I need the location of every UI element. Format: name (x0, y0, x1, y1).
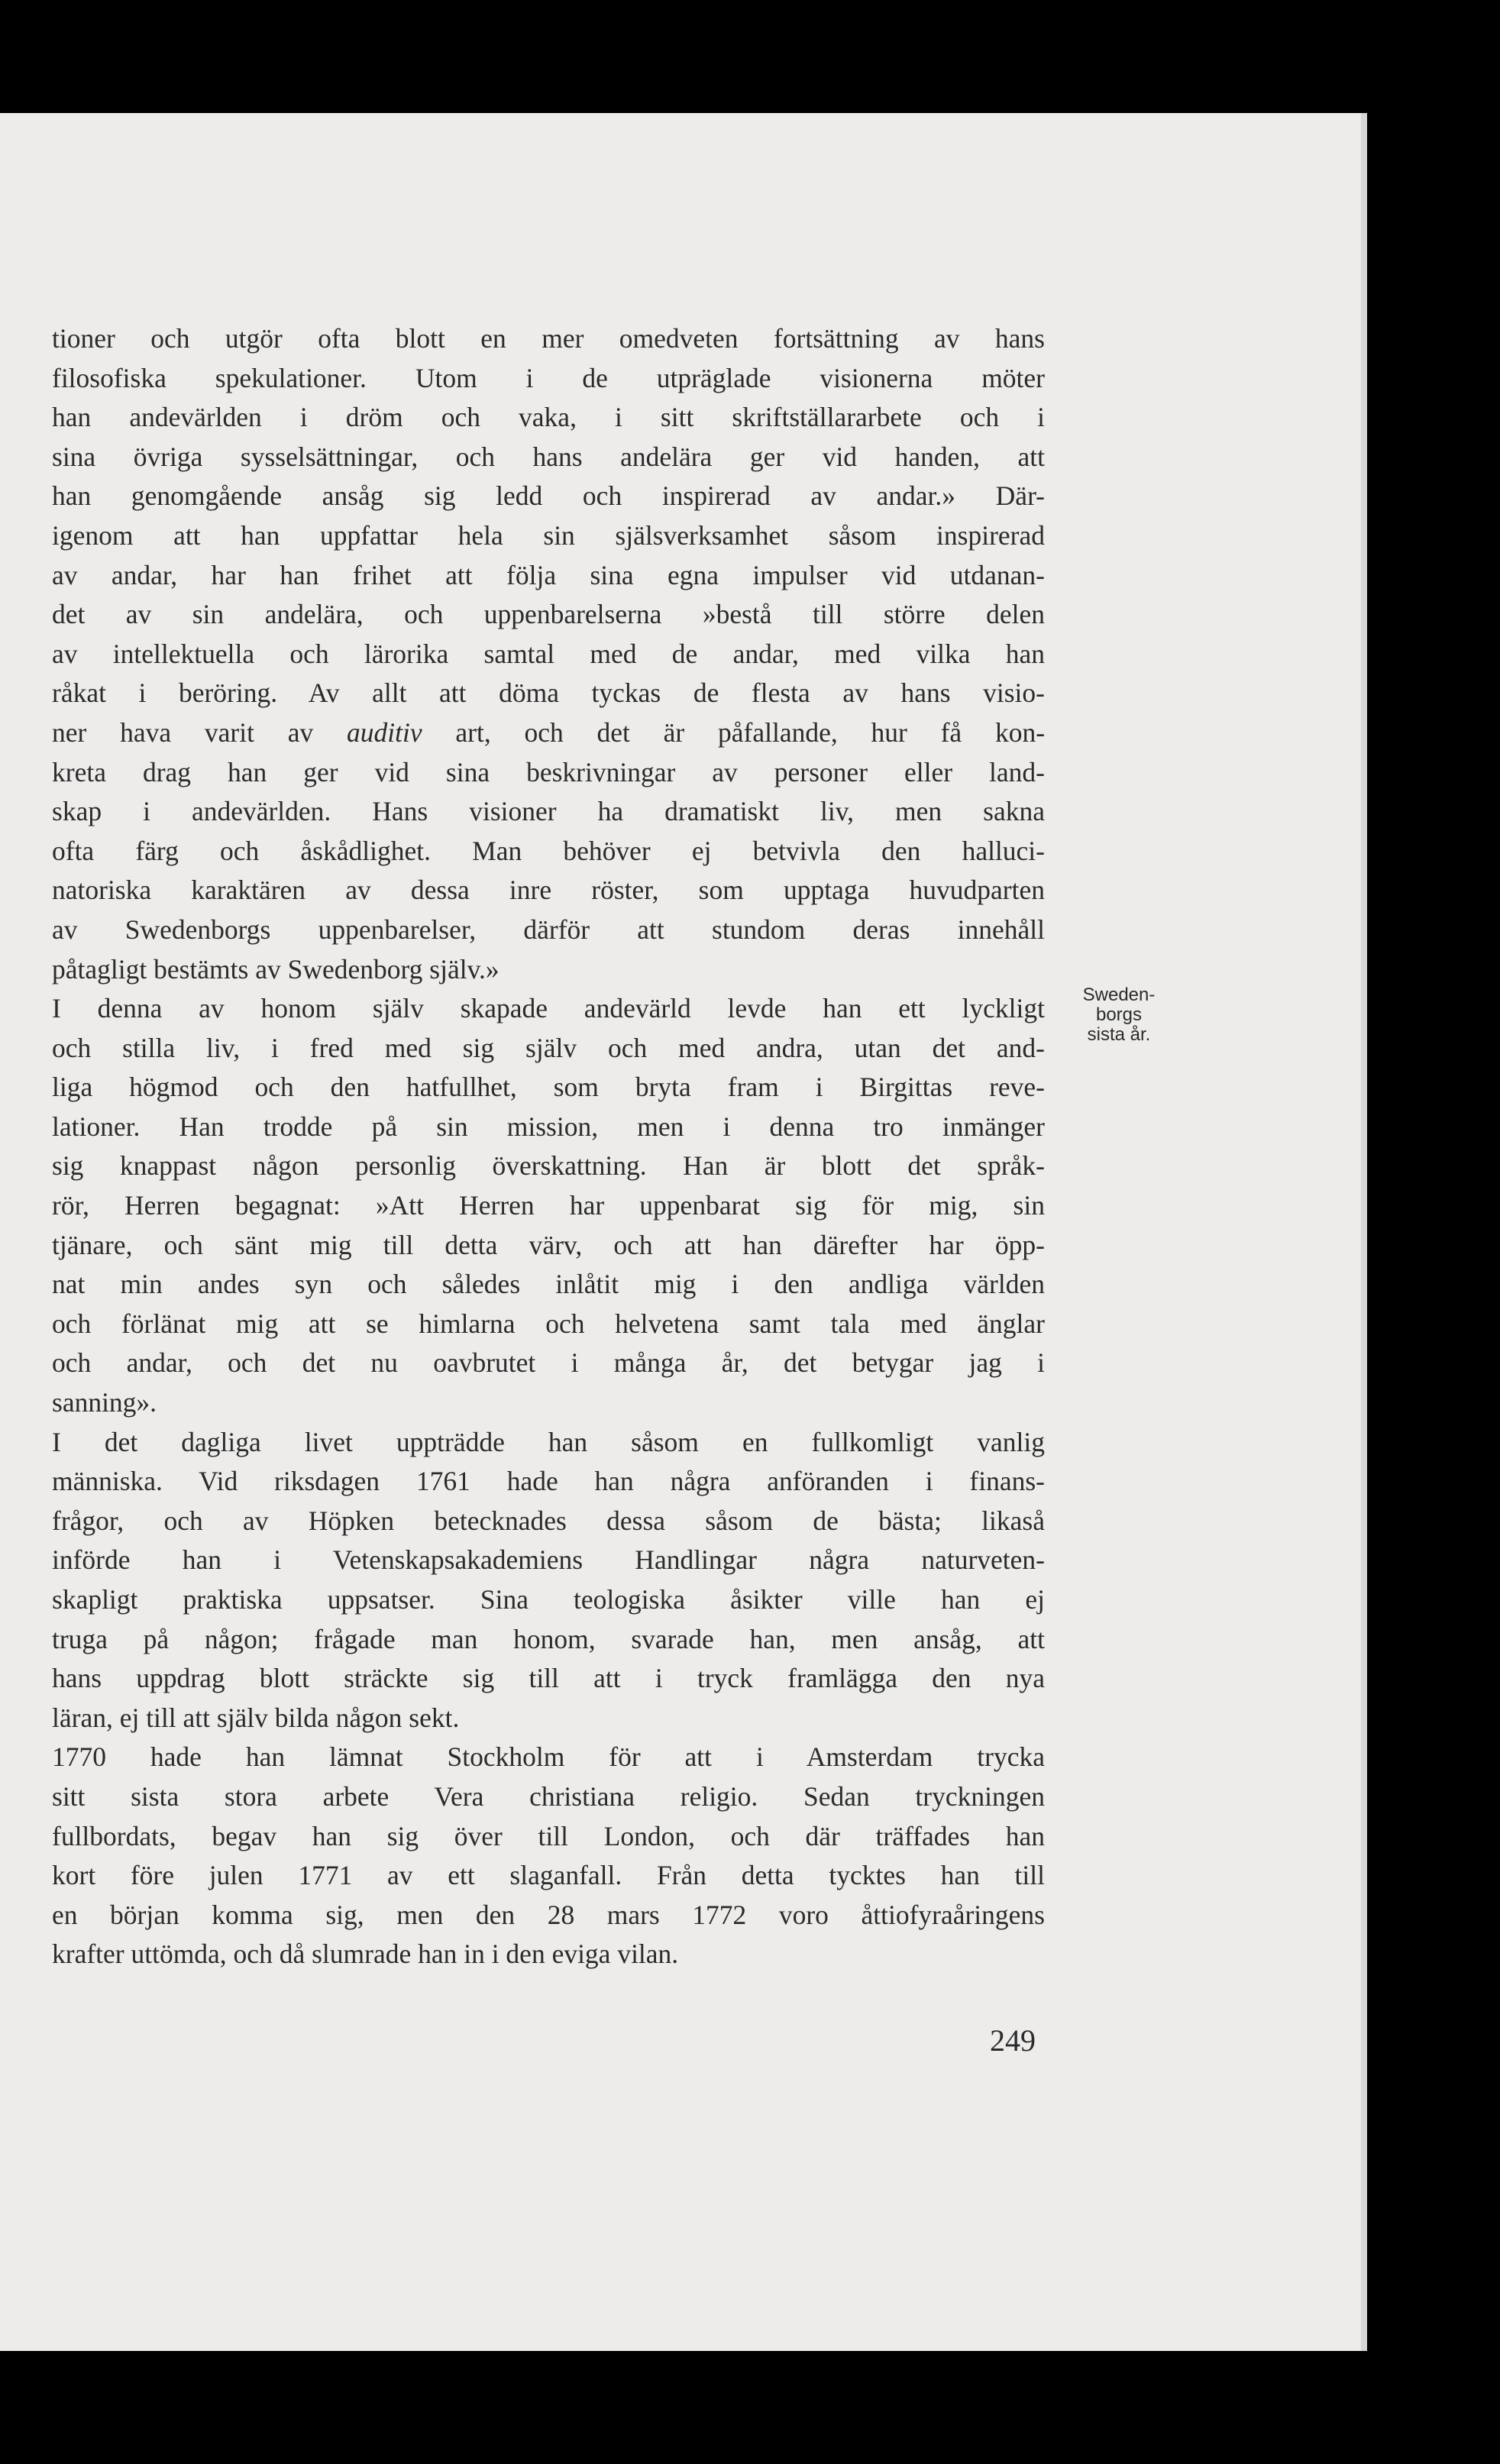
text-line: frågor, och av Höpken betecknades dessa såsom de bästa; likaså (52, 1505, 1045, 1536)
body-text (52, 319, 1045, 1974)
text-line: av intellektuella och lärorika samtal med de andar, med vilka han (52, 638, 1045, 669)
text-line: tjänare, och sänt mig till detta värv, och att han därefter har öpp- (52, 1229, 1045, 1260)
text-line: en början komma sig, men den 28 mars 1772 voro åttiofyraåringens (52, 1899, 1045, 1930)
text-segment: art, och det är påfallande, hur få kon- (455, 716, 1046, 748)
text-line: sina övriga sysselsättningar, och hans andelära ger vid handen, att (52, 441, 1045, 472)
margin-note-line: borgs (1095, 1004, 1143, 1025)
page-edge (1361, 113, 1367, 2351)
text-line: skap i andevärlden. Hans visioner ha dramatiskt liv, men sakna (52, 796, 1045, 827)
margin-note-line: sista år. (1087, 1024, 1151, 1045)
text-line: liga högmod och den hatfullhet, som bryta fram i Birgittas reve- (52, 1072, 1045, 1103)
text-line: 1770 hade han lämnat Stockholm för att i Amsterdam trycka (52, 1741, 1045, 1773)
text-line (52, 713, 1045, 753)
text-line: läran, ej till att själv bilda någon sekt. (52, 1702, 460, 1733)
text-segment: ner hava varit av (52, 716, 314, 748)
text-line: sig knappast någon personlig överskattning. Han är blott det språk- (52, 1150, 1045, 1182)
text-line: I det dagliga livet uppträdde han såsom en fullkomligt vanlig (52, 1426, 1045, 1457)
text-line: hans uppdrag blott sträckte sig till att i tryck framlägga den nya (52, 1663, 1045, 1694)
text-line: införde han i Vetenskapsakademiens Handlingar några naturveten- (52, 1544, 1045, 1576)
page-number: 249 (990, 2023, 1036, 2058)
text-line: det av sin andelära, och uppenbarelserna »bestå till större delen (52, 599, 1045, 630)
margin-note-line: Sweden- (1082, 985, 1156, 1005)
text-line: fullbordats, begav han sig över till London, och där träffades han (52, 1820, 1045, 1851)
text-line: rör, Herren begagnat: »Att Herren har uppenbarat sig för mig, sin (52, 1190, 1045, 1221)
italic-word: auditiv (347, 716, 422, 748)
text-line: sitt sista stora arbete Vera christiana religio. Sedan tryckningen (52, 1780, 1045, 1812)
text-line: av Swedenborgs uppenbarelser, därför att stundom deras innehåll (52, 913, 1045, 945)
text-line: råkat i beröring. Av allt att döma tyckas de flesta av hans visio- (52, 677, 1045, 709)
text-line: lationer. Han trodde på sin mission, men i denna tro inmänger (52, 1111, 1045, 1142)
text-line: han andevärlden i dröm och vaka, i sitt skriftställararbete och i (52, 402, 1045, 433)
text-line: skapligt praktiska uppsatser. Sina teologiska åsikter ville han ej (52, 1584, 1045, 1615)
text-line: människa. Vid riksdagen 1761 hade han några anföranden i finans- (52, 1466, 1045, 1497)
text-line: filosofiska spekulationer. Utom i de utpräglade visionerna möter (52, 362, 1045, 393)
text-line: truga på någon; frågade man honom, svarade han, men ansåg, att (52, 1623, 1045, 1654)
text-line: kort före julen 1771 av ett slaganfall. Från detta tycktes han till (52, 1860, 1045, 1891)
margin-note (1062, 985, 1176, 1045)
text-line: nat min andes syn och således inlåtit mig i den andliga världen (52, 1269, 1045, 1300)
text-line: sanning». (52, 1387, 157, 1418)
text-line: och andar, och det nu oavbrutet i många år, det betygar jag i (52, 1347, 1045, 1379)
text-line: och förlänat mig att se himlarna och helvetena samt tala med änglar (52, 1308, 1045, 1339)
text-line: natoriska karaktären av dessa inre röster, som upptaga huvudparten (52, 875, 1045, 906)
text-line: och stilla liv, i fred med sig själv och med andra, utan det and- (52, 1032, 1045, 1063)
text-line: tioner och utgör ofta blott en mer omedveten fortsättning av hans (52, 323, 1045, 354)
text-line: påtagligt bestämts av Swedenborg själv.» (52, 953, 499, 985)
text-line: av andar, har han frihet att följa sina egna impulser vid utdanan- (52, 559, 1045, 590)
text-line: kreta drag han ger vid sina beskrivningar av personer eller land- (52, 756, 1045, 787)
text-line: I denna av honom själv skapade andevärld levde han ett lyckligt (52, 993, 1045, 1024)
text-line: ofta färg och åskådlighet. Man behöver ej betvivla den halluci- (52, 835, 1045, 866)
text-line: han genomgående ansåg sig ledd och inspirerad av andar.» Där- (52, 480, 1045, 512)
text-line: igenom att han uppfattar hela sin själsverksamhet såsom inspirerad (52, 519, 1045, 551)
text-line: krafter uttömda, och då slumrade han in i den eviga vilan. (52, 1939, 679, 1970)
